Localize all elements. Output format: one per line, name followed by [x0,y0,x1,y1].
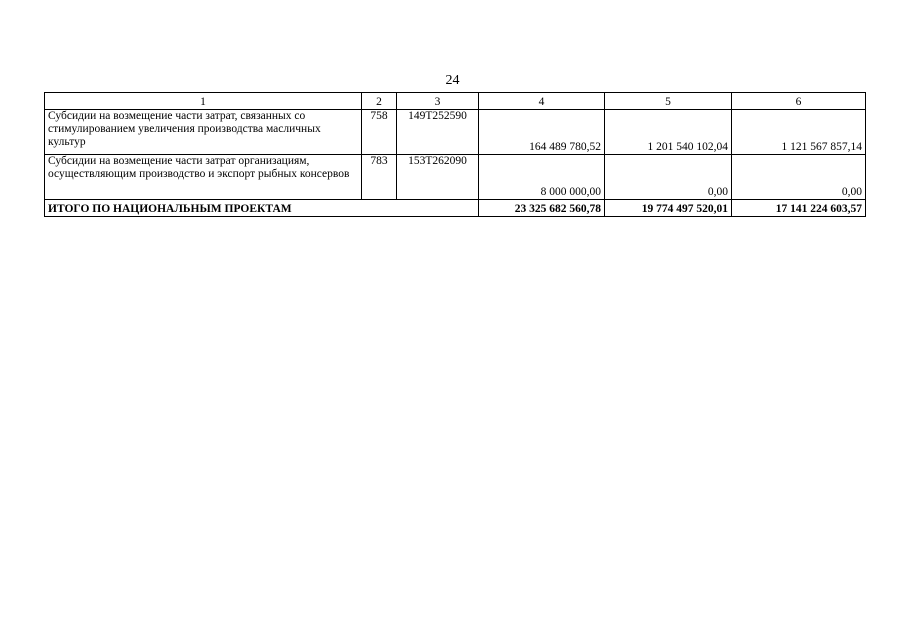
total-value-4: 23 325 682 560,78 [479,200,605,217]
row-code-3: 149Т252590 [397,110,479,155]
row-name: Субсидии на возмещение части затрат, связанных со стимулированием увеличения производства масличных культур [45,110,362,155]
column-header-3: 3 [397,93,479,110]
row-code-2: 758 [362,110,397,155]
column-header-1: 1 [45,93,362,110]
row-value-5: 0,00 [605,155,732,200]
row-value-6: 1 121 567 857,14 [732,110,866,155]
column-header-6: 6 [732,93,866,110]
column-header-4: 4 [479,93,605,110]
row-name: Субсидии на возмещение части затрат организациям, осуществляющим производство и экспорт рыбных консервов [45,155,362,200]
row-code-2: 783 [362,155,397,200]
row-value-4: 8 000 000,00 [479,155,605,200]
table-row [45,155,866,200]
total-row [45,200,866,217]
row-value-5: 1 201 540 102,04 [605,110,732,155]
header-row [45,93,866,110]
row-code-3: 153Т262090 [397,155,479,200]
total-value-6: 17 141 224 603,57 [732,200,866,217]
page-number: 24 [445,73,460,88]
row-value-4: 164 489 780,52 [479,110,605,155]
column-header-5: 5 [605,93,732,110]
total-label: ИТОГО ПО НАЦИОНАЛЬНЫМ ПРОЕКТАМ [45,200,479,217]
budget-table [44,92,866,217]
total-value-5: 19 774 497 520,01 [605,200,732,217]
table-row [45,110,866,155]
column-header-2: 2 [362,93,397,110]
row-value-6: 0,00 [732,155,866,200]
